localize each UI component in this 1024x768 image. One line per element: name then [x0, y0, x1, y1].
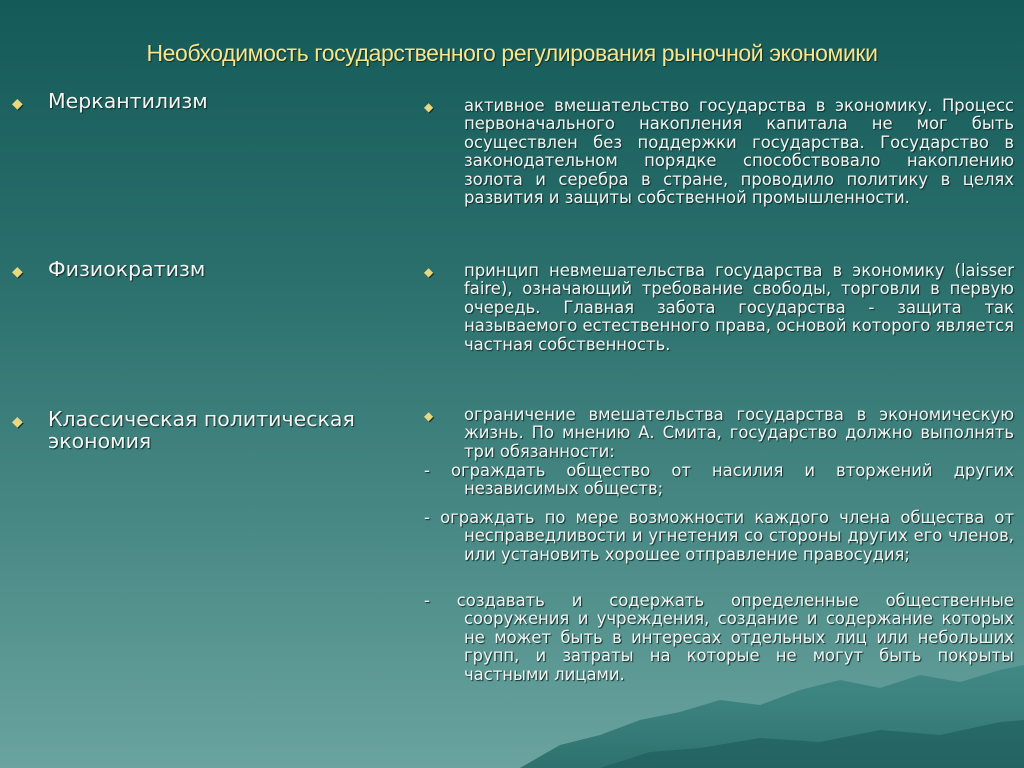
diamond-bullet-icon: ◆ [424, 265, 434, 279]
duty-item-3 [424, 592, 1014, 684]
description-text: принцип невмешательства государства в экономику (laisser faire), означающий требование свободы, торговли в первую очередь. Главная забота государства - защита так называемого естественного права, основой которого является частная собственность. [464, 261, 1014, 354]
description-text: активное вмешательство государства в экономику. Процесс первоначального накопления капитала не мог быть осуществлен без поддержки государства. Государство в законодательном порядке способствовало накоплению золота и серебра в стране, проводило политику в целях развития и защиты собственной промышленности. [464, 96, 1014, 208]
left-item-label: Меркантилизм [48, 89, 208, 113]
left-item-classical-economy [12, 408, 402, 452]
diamond-bullet-icon: ◆ [424, 100, 434, 114]
duty-item-1 [424, 462, 1014, 499]
description-text: ограничение вмешательства государства в экономическую жизнь. По мнению А. Смита, государство должно выполнять три обязанности: [464, 405, 1014, 461]
slide-title: Необходимость государственного регулирования рыночной экономики [146, 40, 878, 66]
diamond-bullet-icon: ◆ [424, 409, 434, 423]
left-item-physiocracy [12, 258, 402, 280]
diamond-bullet-icon: ◆ [12, 264, 23, 280]
left-item-label: Классическая политическая экономия [48, 407, 355, 453]
description-classical-economy [424, 406, 1014, 461]
duty-text: - ограждать общество от насилия и вторжений других независимых обществ; [424, 461, 1014, 499]
duty-item-2 [424, 509, 1014, 564]
description-physiocracy [424, 262, 1014, 354]
diamond-bullet-icon: ◆ [12, 96, 23, 112]
description-mercantilism [424, 97, 1014, 207]
duty-text: - создавать и содержать определенные общественные сооружения и учреждения, создание и содержание которых не может быть в интересах отдельных лиц или небольших групп, и затраты на которые не могут быть покрыты частными лицами. [424, 591, 1014, 684]
diamond-bullet-icon: ◆ [12, 414, 23, 430]
duty-text: - ограждать по мере возможности каждого члена общества от несправедливости и угнетения со стороны других его членов, или установить хорошее отправление правосудия; [424, 508, 1014, 564]
left-item-mercantilism [12, 90, 402, 112]
left-item-label: Физиократизм [48, 257, 206, 281]
